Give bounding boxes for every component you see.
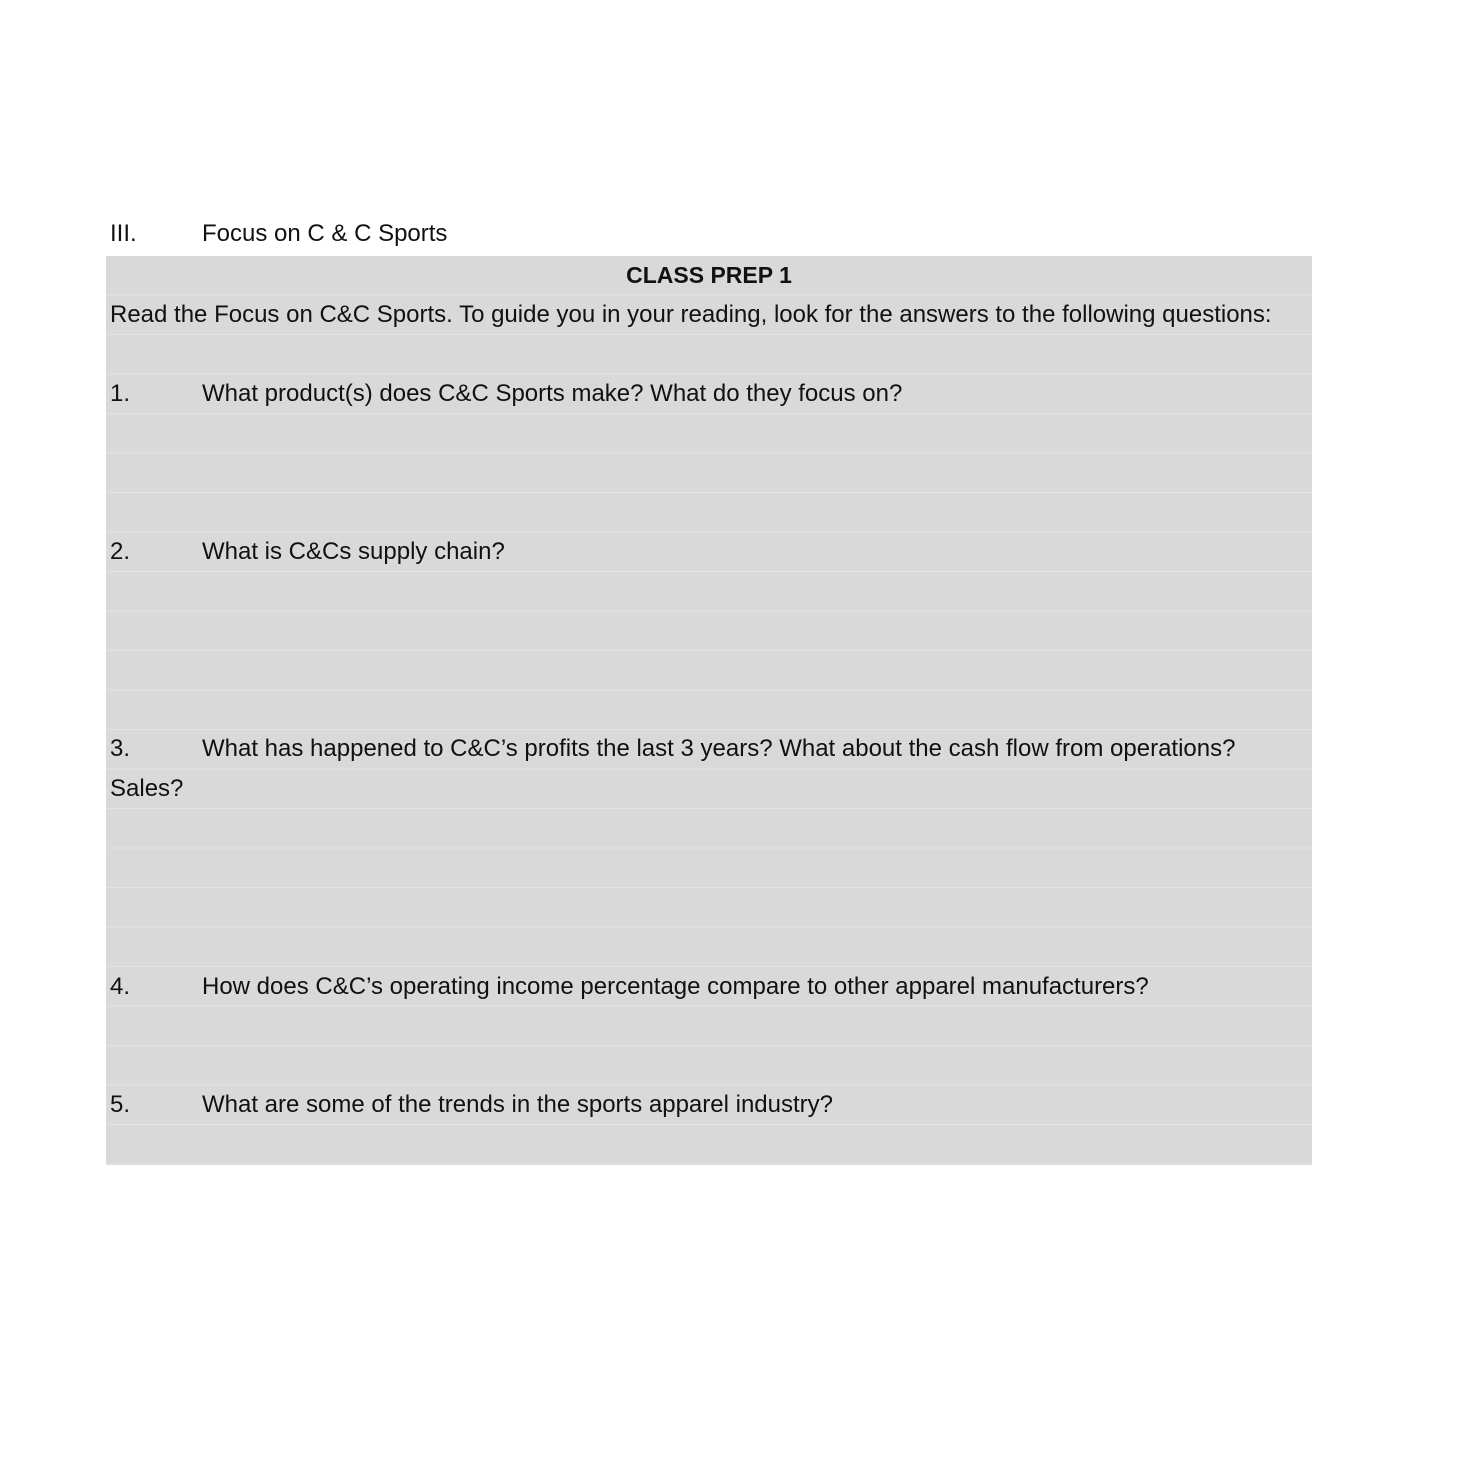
question-text: What has happened to C&C’s profits the last 3 years? What about the cash flow from operations? Sales? <box>110 735 1236 802</box>
question-4 <box>110 967 1300 1007</box>
question-text: How does C&C’s operating income percentage compare to other apparel manufacturers? <box>202 973 1149 1000</box>
question-5 <box>110 1085 1300 1125</box>
question-1 <box>110 374 1300 414</box>
question-number: 3. <box>110 735 131 762</box>
question-number: 2. <box>110 538 131 565</box>
question-number: 5. <box>110 1091 131 1118</box>
section-number: III. <box>110 220 137 247</box>
section-heading <box>110 214 1310 254</box>
class-prep-intro: Read the Focus on C&C Sports. To guide you in your reading, look for the answers to the following questions: <box>110 301 1272 328</box>
question-3 <box>110 729 1300 808</box>
section-title: Focus on C & C Sports <box>202 220 448 247</box>
question-text: What are some of the trends in the sports apparel industry? <box>202 1091 833 1118</box>
question-number: 4. <box>110 973 131 1000</box>
question-text: What product(s) does C&C Sports make? What do they focus on? <box>202 380 903 407</box>
question-2 <box>110 532 1300 572</box>
class-prep-title: CLASS PREP 1 <box>626 262 792 288</box>
class-prep-box <box>106 256 1312 1165</box>
question-number: 1. <box>110 380 131 407</box>
question-text: What is C&Cs supply chain? <box>202 538 505 565</box>
